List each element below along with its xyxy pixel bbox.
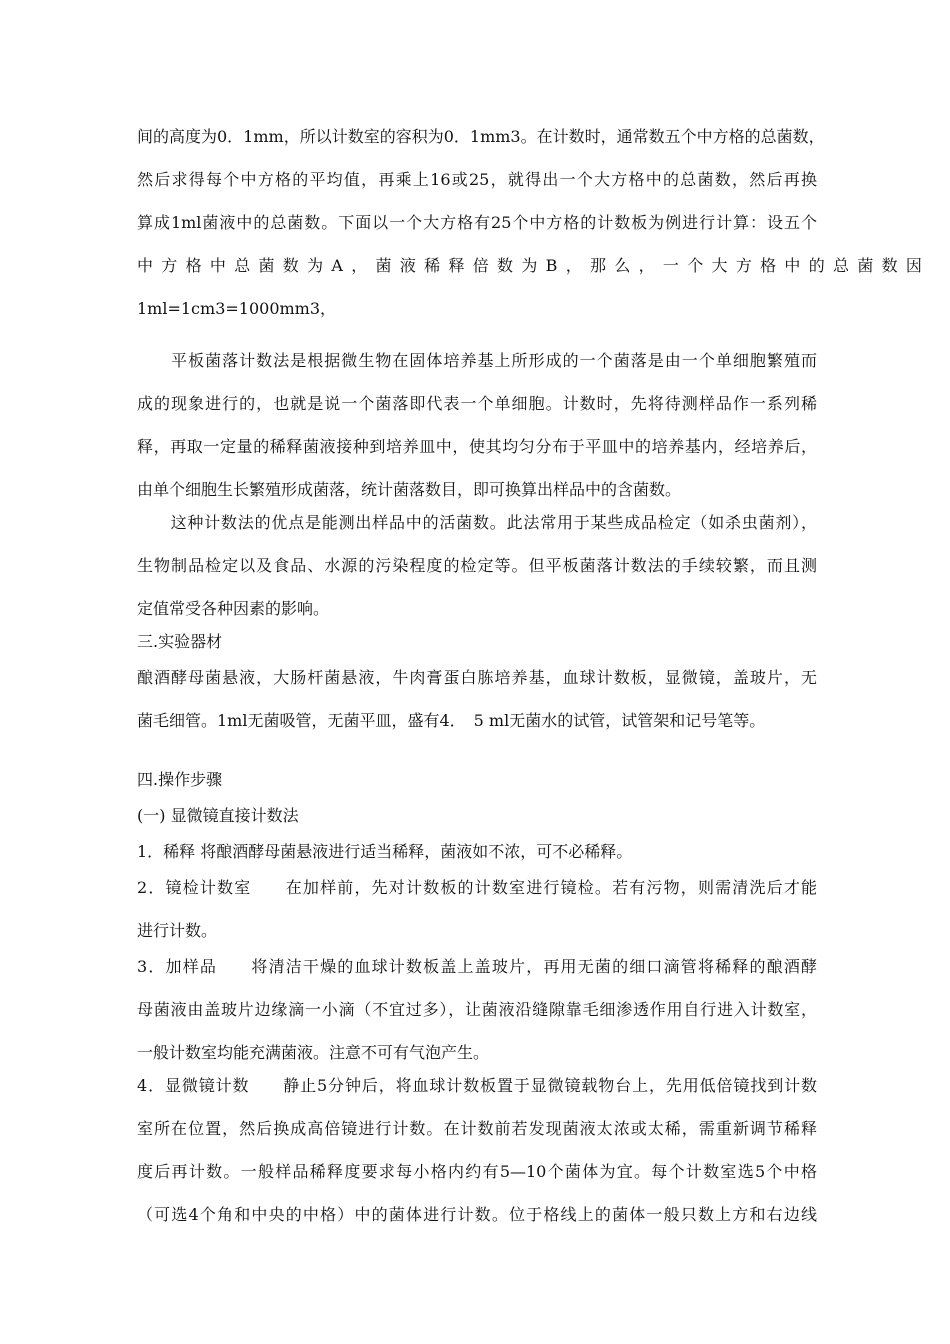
text-line: 平板菌落计数法是根据微生物在固体培养基上所形成的一个菌落是由一个单细胞繁殖而 [137,351,817,370]
step-line: 2．镜检计数室 在加样前，先对计数板的计数室进行镜检。若有污物，则需清洗后才能 [137,878,817,897]
text-line: 成的现象进行的，也就是说一个菌落即代表一个单细胞。计数时，先将待测样品作一系列稀 [137,394,817,413]
text-line: 室所在位置，然后换成高倍镜进行计数。在计数前若发现菌液太浓或太稀，需重新调节稀释 [137,1119,817,1138]
text-line: 中方格中总菌数为A，菌液稀释倍数为B，那么，一个大方格中的总菌数因 [137,256,931,275]
text-line: （可选4个角和中央的中格）中的菌体进行计数。位于格线上的菌体一般只数上方和右边线 [137,1205,817,1224]
section-heading: 四.操作步骤 [137,770,223,789]
text-line: 释，再取一定量的稀释菌液接种到培养皿中，使其均匀分布于平皿中的培养基内，经培养后， [137,437,817,456]
text-line: 母菌液由盖玻片边缘滴一小滴（不宜过多），让菌液沿缝隙靠毛细渗透作用自行进入计数室， [137,1000,817,1019]
text-line: 这种计数法的优点是能测出样品中的活菌数。此法常用于某些成品检定（如杀虫菌剂）， [137,513,817,532]
text-line: 1ml=1cm3=1000mm3， [137,299,337,318]
text-line: 菌毛细管。1ml无菌吸管，无菌平皿，盛有4． 5 ml无菌水的试管，试管架和记号笔等。 [137,711,766,730]
section-heading: 三.实验器材 [137,632,223,651]
subsection-heading: (一) 显微镜直接计数法 [137,806,299,825]
text-line: 生物制品检定以及食品、水源的污染程度的检定等。但平板菌落计数法的手续较繁，而且测 [137,556,817,575]
text-line: 算成1ml菌液中的总菌数。下面以一个大方格有25个中方格的计数板为例进行计算：设五个 [137,213,817,232]
text-line: 进行计数。 [137,921,218,940]
text-line: 由单个细胞生长繁殖形成菌落，统计菌落数目，即可换算出样品中的含菌数。 [137,480,682,499]
text-line: 度后再计数。一般样品稀释度要求每小格内约有5—10个菌体为宜。每个计数室选5个中格 [137,1162,817,1181]
text-line: 定值常受各种因素的影响。 [137,599,330,618]
text-line: 酿酒酵母菌悬液，大肠杆菌悬液，牛肉膏蛋白胨培养基，血球计数板，显微镜，盖玻片，无 [137,668,817,687]
text-line: 间的高度为0．1mm，所以计数室的容积为0．1mm3。在计数时，通常数五个中方格的总菌数， [137,127,825,146]
text-line: 一般计数室均能充满菌液。注意不可有气泡产生。 [137,1043,490,1062]
step-line: 3．加样品 将清洁干燥的血球计数板盖上盖玻片，再用无菌的细口滴管将稀释的酿酒酵 [137,957,817,976]
step-line: 4．显微镜计数 静止5分钟后，将血球计数板置于显微镜载物台上，先用低倍镜找到计数 [137,1076,817,1095]
text-line: 然后求得每个中方格的平均值，再乘上16或25，就得出一个大方格中的总菌数，然后再换 [137,170,817,189]
step-line: 1．稀释 将酿酒酵母菌悬液进行适当稀释，菌液如不浓，可不必稀释。 [137,842,633,861]
